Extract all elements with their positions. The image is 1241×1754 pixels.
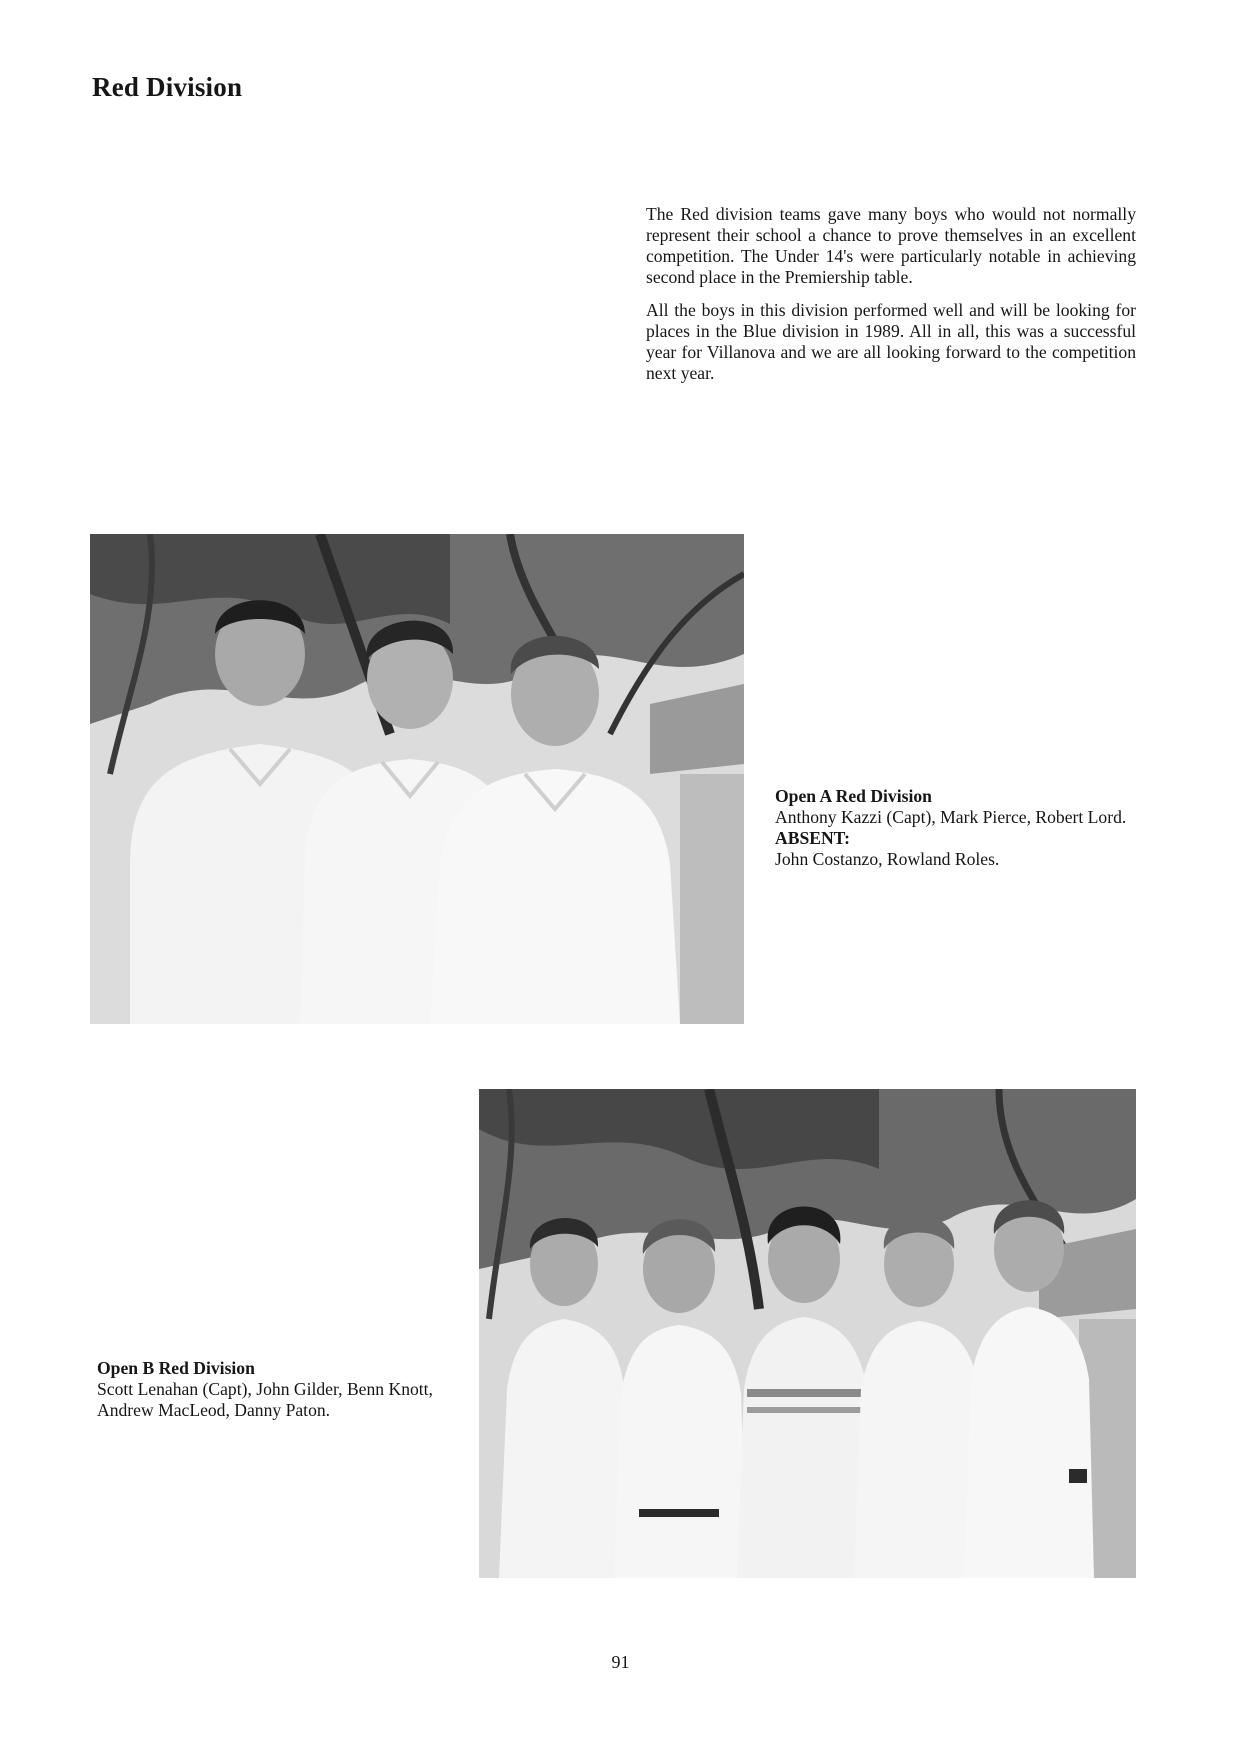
open-b-title: Open B Red Division bbox=[97, 1358, 255, 1378]
open-b-team-photo bbox=[479, 1089, 1136, 1578]
open-a-team-photo bbox=[90, 534, 744, 1024]
open-a-absent-members: John Costanzo, Rowland Roles. bbox=[775, 849, 1000, 869]
open-b-members: Scott Lenahan (Capt), John Gilder, Benn Knott, Andrew MacLeod, Danny Paton. bbox=[97, 1379, 433, 1420]
intro-paragraph-1: The Red division teams gave many boys who would not normally represent their school a chance to prove themselves in an excellent competition. The Under 14's were particularly notable in achieving second place in the Premiership table. bbox=[646, 204, 1136, 287]
open-a-absent-label: ABSENT: bbox=[775, 828, 850, 848]
open-a-title: Open A Red Division bbox=[775, 786, 932, 806]
page-number: 91 bbox=[611, 1652, 630, 1672]
open-a-members: Anthony Kazzi (Capt), Mark Pierce, Robert Lord. bbox=[775, 807, 1127, 827]
intro-paragraph-2: All the boys in this division performed well and will be looking for places in the Blue division in 1989. All in all, this was a successful year for Villanova and we are all looking forward to the competition next year. bbox=[646, 300, 1136, 383]
intro-text bbox=[646, 204, 1136, 396]
open-a-caption bbox=[775, 786, 1140, 870]
page-title: Red Division bbox=[92, 72, 243, 102]
open-b-caption bbox=[97, 1358, 467, 1421]
